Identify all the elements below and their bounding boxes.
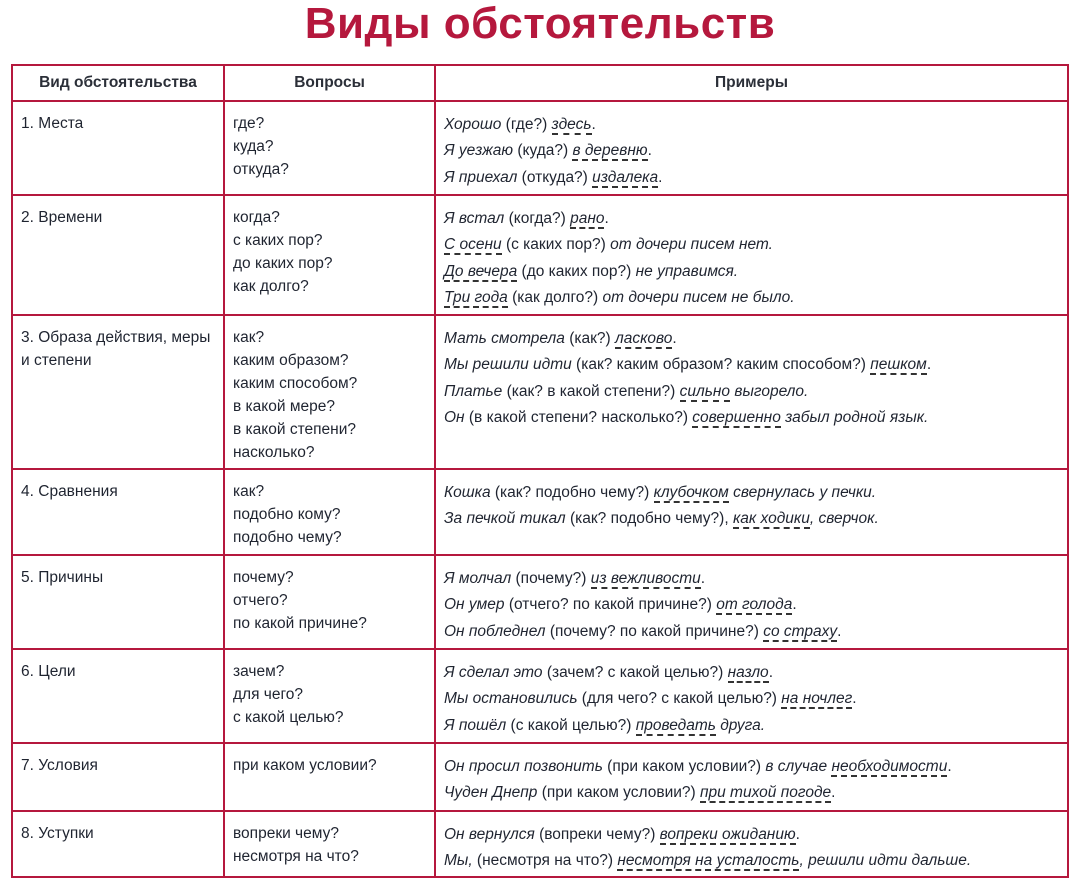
example-question: (для чего? с какой целью?) [577,690,782,708]
table-row [12,555,1068,649]
example-sentence [444,326,1067,352]
adverbial-underlined: ласково [615,330,673,347]
example-question: . [672,330,677,347]
question-text: для чего? [233,686,304,703]
example-text: , сверчок. [809,510,879,528]
question-text: подобно кому? [233,506,341,523]
example-question: . [831,784,836,802]
example-text: За печкой тикал [444,510,566,528]
kind-cell [12,555,224,649]
kind-label [13,102,223,135]
example-sentence [444,405,1067,431]
kind-cell [12,469,224,555]
kind-label [13,650,223,683]
kind-cell [12,649,224,743]
example-sentence [444,379,1067,405]
kind-label [13,470,223,503]
question-text: откуда? [233,161,289,178]
example-text: Кошка [444,484,491,501]
adverbial-underlined: из вежливости [590,570,701,587]
example-question: . [837,622,842,640]
question-text: куда? [233,138,274,155]
kind-cell [12,811,224,877]
kind-label [13,196,223,229]
adverbial-underlined: несмотря на усталость [617,852,800,870]
kind-cell [12,315,224,469]
adverbial-underlined: здесь [551,116,592,133]
example-question: (с каких пор?) [501,236,611,254]
examples-cell [435,195,1068,315]
example-question: . [591,116,596,133]
example-text: Мы решили идти [444,356,572,374]
questions-cell [224,649,435,743]
examples-cell [435,101,1068,195]
example-sentence [444,259,1067,285]
example-sentence [444,285,1067,311]
questions-cell [224,811,435,877]
column-header-questions: Вопросы [224,65,435,101]
adverbial-underlined: До вечера [444,262,518,280]
example-question: (откуда?) [517,168,593,186]
question-text: в какой степени? [233,421,356,438]
example-sentence [444,138,1067,164]
adverbial-underlined: сильно [679,382,731,400]
question-text: когда? [233,209,280,226]
page-title: Виды обстоятельств [304,0,776,48]
example-text: друга. [715,716,766,734]
example-question: . [792,596,797,614]
kind-name: Цели [38,663,76,680]
questions-cell [224,101,435,195]
example-question: (как долго?) [507,288,603,306]
kind-label [13,812,223,845]
example-text: Чуден Днепр [444,784,538,802]
example-question: . [658,168,663,186]
example-sentence [444,506,1067,532]
kind-number: 5. [21,569,34,586]
example-question: . [700,570,706,587]
example-sentence [444,592,1067,618]
kind-number: 8. [21,825,34,842]
adverbial-underlined: вопреки ожиданию [659,826,796,843]
questions-cell [224,315,435,469]
adverbial-underlined: клубочком [653,484,729,501]
example-sentence [444,112,1067,138]
example-question: (почему?) [511,570,591,587]
table-row [12,195,1068,315]
kind-name: Уступки [38,825,94,842]
kind-cell [12,743,224,811]
question-text: вопреки чему? [233,825,339,842]
adverbial-underlined: издалека [592,168,659,186]
table-row [12,101,1068,195]
kind-number: 2. [21,209,34,226]
questions-cell [224,555,435,649]
question-text: как? [233,329,265,346]
example-text: Я приехал [444,168,518,186]
example-text: Мать смотрела [444,330,565,347]
example-question: . [604,210,609,227]
question-text: в какой мере? [233,398,335,415]
example-question: (при каком условии?) [537,784,700,802]
table-row [12,743,1068,811]
example-sentence [444,480,1067,506]
question-text: до каких пор? [233,255,333,272]
example-question: . [795,826,800,843]
example-text: Хорошо [444,116,502,133]
question-text: с каких пор? [233,232,323,249]
example-text: Я молчал [444,570,512,587]
example-sentence [444,822,1067,848]
kind-name: Сравнения [38,483,118,500]
examples-cell [435,743,1068,811]
adverbial-underlined: Три года [444,288,508,306]
questions-cell [224,469,435,555]
example-text: Я сделал это [444,664,543,681]
examples-cell [435,315,1068,469]
example-question: (до каких пор?) [517,262,636,280]
example-text: Я уезжаю [444,142,514,160]
questions-cell [224,743,435,811]
example-question: (зачем? с какой целью?) [542,664,728,681]
kind-number: 4. [21,483,34,500]
example-text: Он побледнел [444,622,546,640]
example-question: . [852,690,857,708]
question-text: подобно чему? [233,529,342,546]
example-question: (несмотря на что?) [472,852,618,870]
question-text: почему? [233,569,294,586]
kind-cell [12,101,224,195]
adverbial-underlined: совершенно [692,408,781,426]
example-question: (где?) [501,116,552,133]
example-question: . [947,758,952,775]
adverbials-table [11,64,1069,878]
example-question: (когда?) [504,210,571,227]
kind-label [13,556,223,589]
example-text: Мы остановились [444,690,578,708]
example-sentence [444,660,1067,686]
example-question: (как? подобно чему?), [565,510,733,528]
example-text: забыл родной язык. [780,408,929,426]
example-question: (вопреки чему?) [534,826,660,843]
examples-cell [435,469,1068,555]
kind-name: Причины [38,569,104,586]
example-question: (как? каким образом? каким способом?) [571,356,871,374]
example-sentence [444,352,1067,378]
adverbial-underlined: от голода [716,596,793,614]
kind-label [13,744,223,777]
kind-number: 1. [21,115,34,132]
question-text: с какой целью? [233,709,344,726]
example-sentence [444,686,1067,712]
question-text: где? [233,115,265,132]
example-text: Платье [444,382,503,400]
question-text: при каком условии? [233,757,377,774]
table-header-row [12,65,1068,101]
examples-cell [435,555,1068,649]
question-text: по какой причине? [233,615,367,632]
kind-name: Образа действия, меры и степени [21,329,211,369]
example-sentence [444,713,1067,739]
example-text: Я пошёл [444,716,507,734]
adverbial-underlined: проведать [635,716,716,734]
kind-label [13,316,223,372]
table-row [12,315,1068,469]
example-question: . [926,356,932,374]
kind-name: Условия [38,757,98,774]
example-text: от дочери писем не было. [602,288,795,306]
example-question: (как?) [564,330,615,347]
question-text: как? [233,483,265,500]
kind-number: 6. [21,663,34,680]
adverbial-underlined: пешком [870,356,927,374]
table-row [12,649,1068,743]
column-header-examples: Примеры [435,65,1068,101]
example-text: в случае [765,758,832,775]
example-question: (как? подобно чему?) [490,484,654,501]
adverbial-underlined: С осени [444,236,502,254]
kind-number: 7. [21,757,34,774]
example-text: свернулась у печки. [728,484,877,501]
question-text: каким образом? [233,352,349,369]
example-text: выгорело. [730,382,809,400]
example-text: Мы, [444,852,473,870]
adverbial-underlined: рано [570,210,605,227]
question-text: как долго? [233,278,309,295]
adverbial-underlined: в деревню [572,142,648,160]
example-text: Я встал [444,210,505,227]
table-row [12,469,1068,555]
kind-number: 3. [21,329,34,346]
adverbial-underlined: при тихой погоде [699,784,832,802]
example-sentence [444,754,1067,780]
example-text: Он вернулся [444,826,535,843]
example-sentence [444,206,1067,232]
examples-cell [435,649,1068,743]
examples-cell [435,811,1068,877]
adverbial-underlined: необходимости [831,758,948,775]
example-sentence [444,780,1067,806]
example-question: (почему? по какой причине?) [545,622,764,640]
question-text: несмотря на что? [233,848,359,865]
example-sentence [444,848,1067,874]
example-question: (куда?) [513,142,573,160]
question-text: насколько? [233,444,315,461]
table-row [12,811,1068,877]
example-question: (как? в какой степени?) [502,382,680,400]
question-text: отчего? [233,592,288,609]
kind-name: Места [38,115,84,132]
question-text: каким способом? [233,375,358,392]
example-sentence [444,232,1067,258]
questions-cell [224,195,435,315]
table-body [12,101,1068,877]
example-question: . [768,664,773,681]
example-question: (с какой целью?) [506,716,636,734]
example-text: , решили идти дальше. [799,852,972,870]
example-sentence [444,165,1067,191]
adverbial-underlined: назло [727,664,769,681]
example-text: Он [444,408,465,426]
example-text: от дочери писем нет. [610,236,773,254]
column-header-kind: Вид обстоятельства [12,65,224,101]
adverbial-underlined: как ходики [732,510,810,528]
question-text: зачем? [233,663,285,680]
example-question: (отчего? по какой причине?) [504,596,717,614]
example-sentence [444,619,1067,645]
example-question: (при каком условии?) [602,758,766,775]
example-text: Он умер [444,596,505,614]
kind-cell [12,195,224,315]
adverbial-underlined: на ночлег [781,690,853,708]
example-question: . [647,142,652,160]
adverbial-underlined: со страху [763,622,838,640]
example-text: не управимся. [635,262,739,280]
example-sentence [444,566,1067,592]
kind-name: Времени [38,209,103,226]
example-question: (в какой степени? насколько?) [464,408,693,426]
example-text: Он просил позвонить [444,758,603,775]
